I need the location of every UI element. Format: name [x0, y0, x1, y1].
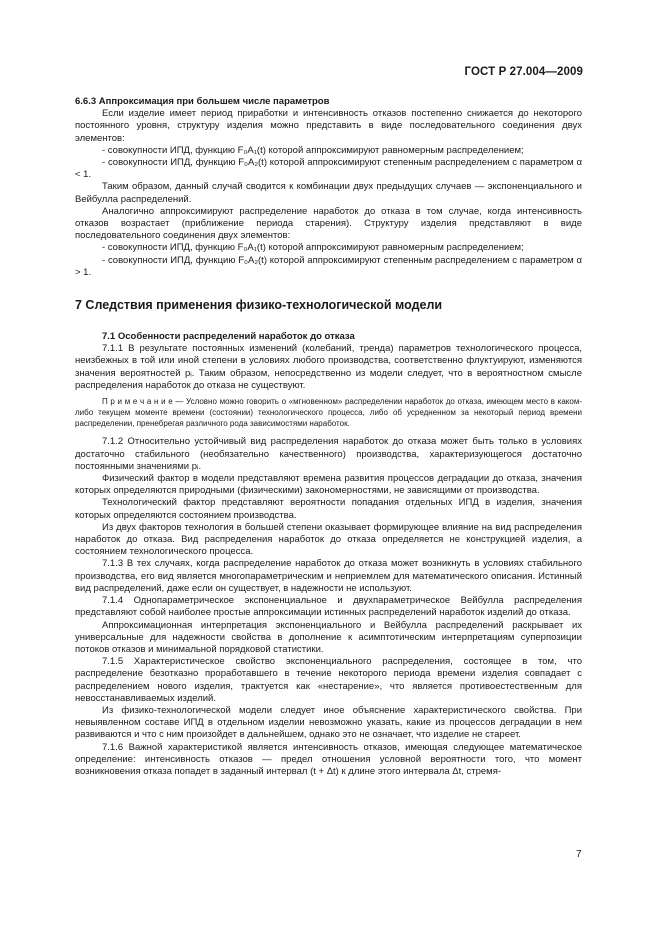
section-heading-6-6-3: 6.6.3 Аппроксимация при большем числе параметров — [75, 96, 330, 107]
bullet-item: - совокупности ИПД, функцию F₀A₁(t) которой аппроксимируют равномерным распределением; — [102, 144, 524, 156]
bullet-item: - совокупности ИПД, функцию F₀A₂(t) которой аппроксимируют степенным распределением с параметром α > 1. — [75, 254, 582, 278]
paragraph: Технологический фактор представляют вероятности попадания отдельных ИПД в изделия, значения которых определяются состоянием производства. — [75, 497, 582, 521]
paragraph-7-1-3: 7.1.3 В тех случаях, когда распределение наработок до отказа может возникнуть в условиях стабильного производства, его вид является многопараметрическим и неприемлем для математического описания. Истинный вид распределений, даже если он существует, в надежности не используют. — [75, 558, 582, 594]
paragraph: Аналогично аппроксимируют распределение наработок до отказа в том случае, когда интенсивность отказов возрастает (приближение периода старения). Структуру изделия представляют в виде последовательного соединения двух элементов: — [75, 205, 582, 242]
paragraph: Из двух факторов технология в большей степени оказывает формирующее влияние на вид распределения наработок до отказа. Вид распределения наработок до отказа определяется не конструкцией изделия, а состоянием технологического процесса. — [75, 521, 582, 558]
paragraph-7-1-6: 7.1.6 Важной характеристикой является интенсивность отказов, имеющая следующее математическое определение: интенсивность отказов — предел отношения условной вероятности того, что момент возникновения отказа попадет в заданный интервал (t + Δt) к длине этого интервала Δt, стремя- — [75, 741, 582, 777]
paragraph: Таким образом, данный случай сводится к комбинации двух предыдущих случаев — экспоненциального и Вейбулла распределений. — [75, 181, 582, 205]
paragraph: Из физико-технологической модели следует иное объяснение характеристического свойства. При невыявленном составе ИПД в отдельном изделии невозможно указать, какие из процессов деградации в нем развиваются и что с ним произойдет в дальнейшем, однако это не означает, что изделие не стареет. — [75, 704, 582, 741]
paragraph-7-1-4: 7.1.4 Однопараметрическое экспоненциальное и двухпараметрическое Вейбулла распределения представляют собой наиболее простые аппроксимации истинных распределений наработок изделий до отказа. — [75, 595, 582, 619]
section-heading-7: 7 Следствия применения физико-технологической модели — [75, 298, 443, 313]
page-number: 7 — [576, 849, 582, 860]
paragraph-7-1-5: 7.1.5 Характеристическое свойство экспоненциального распределения, состоящее в том, что распределение безотказно проработавшего в течение некоторого периода времени изделия совпадает с распределением нового изделия, трактуется как «нестарение», что является противоестественным для невосстанавливаемых изделий. — [75, 656, 582, 704]
document-body — [75, 96, 582, 778]
note: П р и м е ч а н и е — Условно можно говорить о «мгновенном» распределении наработок до отказа, имеющем место в каком-либо текущем моменте времени (состоянии) технологического процесса, либо об усредненном за некоторый период времени распределении, пренебрегая различного рода зависимостями наработок. — [75, 397, 582, 428]
paragraph: Физический фактор в модели представляют времена развития процессов деградации до отказа, значения которых определяются природными (физическими) закономерностями, не зависящими от производства. — [75, 473, 582, 497]
bullet-item: - совокупности ИПД, функцию F₀A₁(t) которой аппроксимируют равномерным распределением; — [102, 242, 524, 254]
document-code-header: ГОСТ Р 27.004—2009 — [464, 66, 583, 78]
bullet-item: - совокупности ИПД, функцию F₀A₂(t) которой аппроксимируют степенным распределением с параметром α < 1. — [75, 157, 582, 181]
paragraph-7-1-2: 7.1.2 Относительно устойчивый вид распределения наработок до отказа может быть только в условиях достаточно стабильного (необязательно качественного) производства, характеризующегося достаточно постоянными значениями pᵢ. — [75, 436, 582, 472]
paragraph: Аппроксимационная интерпретация экспоненциального и Вейбулла распределений раскрывает их универсальные для надежности свойства в дополнение к асимптотическим интерпретациям суперпозиции потоков отказов и минимальной порядковой статистики. — [75, 619, 582, 655]
paragraph: Если изделие имеет период приработки и интенсивность отказов постепенно снижается до некоторого постоянного уровня, структуру изделия можно представить в виде последовательного соединения двух элементов: — [75, 108, 582, 144]
section-heading-7-1: 7.1 Особенности распределений наработок до отказа — [102, 331, 355, 343]
paragraph-7-1-1: 7.1.1 В результате постоянных изменений (колебаний, тренда) параметров технологического процесса, неизбежных в той или иной степени в условиях любого производства, соответственно флуктуируют, изменяются значения вероятностей pᵢ. Таким образом, непосредственно из модели следует, что в вероятностном смысле распределения наработок до отказа не существуют. — [75, 343, 582, 391]
